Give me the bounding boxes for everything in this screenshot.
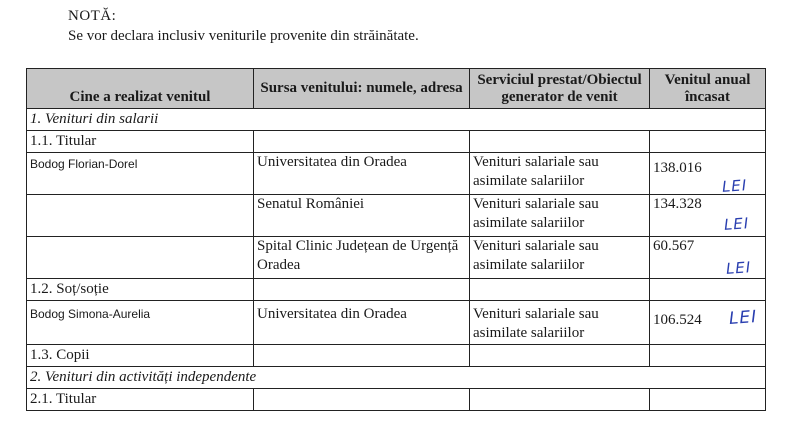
header-who: Cine a realizat venitul — [27, 69, 254, 109]
header-source: Sursa venitului: numele, adresa — [254, 69, 470, 109]
table-row — [27, 153, 766, 195]
section-row — [27, 109, 766, 131]
sub-titular: 1.1. Titular — [27, 131, 254, 153]
cell-source: Universitatea din Oradea — [254, 301, 470, 345]
cell-who — [27, 195, 254, 237]
note-title: NOTĂ: — [68, 8, 117, 24]
section-salaries: 1. Venituri din salarii — [27, 109, 766, 131]
cell-income — [650, 153, 766, 195]
sub-row — [27, 279, 766, 301]
sub-titular-2: 2.1. Titular — [27, 389, 254, 411]
cell-who: Bodog Simona-Aurelia — [27, 301, 254, 345]
currency-handwritten: LEI — [728, 307, 758, 329]
table-row — [27, 237, 766, 279]
cell-service: Venituri salariale sau asimilate salariilor — [470, 301, 650, 345]
sub-row — [27, 389, 766, 411]
cell-service: Venituri salariale sau asimilate salariilor — [470, 153, 650, 195]
cell-source: Spital Clinic Județean de Urgență Oradea — [254, 237, 470, 279]
note-block — [68, 6, 419, 46]
section-independent: 2. Venituri din activități independente — [27, 367, 766, 389]
cell-income — [650, 195, 766, 237]
sub-children: 1.3. Copii — [27, 345, 254, 367]
income-value: 106.524 — [653, 312, 702, 328]
income-value: 138.016 — [653, 160, 702, 176]
table-row — [27, 301, 766, 345]
cell-service: Venituri salariale sau asimilate salariilor — [470, 195, 650, 237]
header-income: Venitul anual încasat — [650, 69, 766, 109]
note-text: Se vor declara inclusiv veniturile provenite din străinătate. — [68, 28, 419, 44]
currency-handwritten: LEI — [725, 258, 752, 278]
cell-income — [650, 237, 766, 279]
income-value: 134.328 — [653, 196, 702, 212]
sub-spouse: 1.2. Soț/soție — [27, 279, 254, 301]
sub-row — [27, 345, 766, 367]
currency-handwritten: LEI — [723, 214, 750, 234]
cell-who: Bodog Florian-Dorel — [27, 153, 254, 195]
income-value: 60.567 — [653, 238, 695, 254]
currency-handwritten: LEI — [721, 176, 748, 196]
table-header-row — [27, 69, 766, 109]
income-table — [26, 68, 766, 411]
section-row — [27, 367, 766, 389]
header-service: Serviciul prestat/Obiectul generator de venit — [470, 69, 650, 109]
table-row — [27, 195, 766, 237]
cell-source: Senatul României — [254, 195, 470, 237]
cell-source: Universitatea din Oradea — [254, 153, 470, 195]
cell-who — [27, 237, 254, 279]
cell-service: Venituri salariale sau asimilate salariilor — [470, 237, 650, 279]
cell-income — [650, 301, 766, 345]
sub-row — [27, 131, 766, 153]
